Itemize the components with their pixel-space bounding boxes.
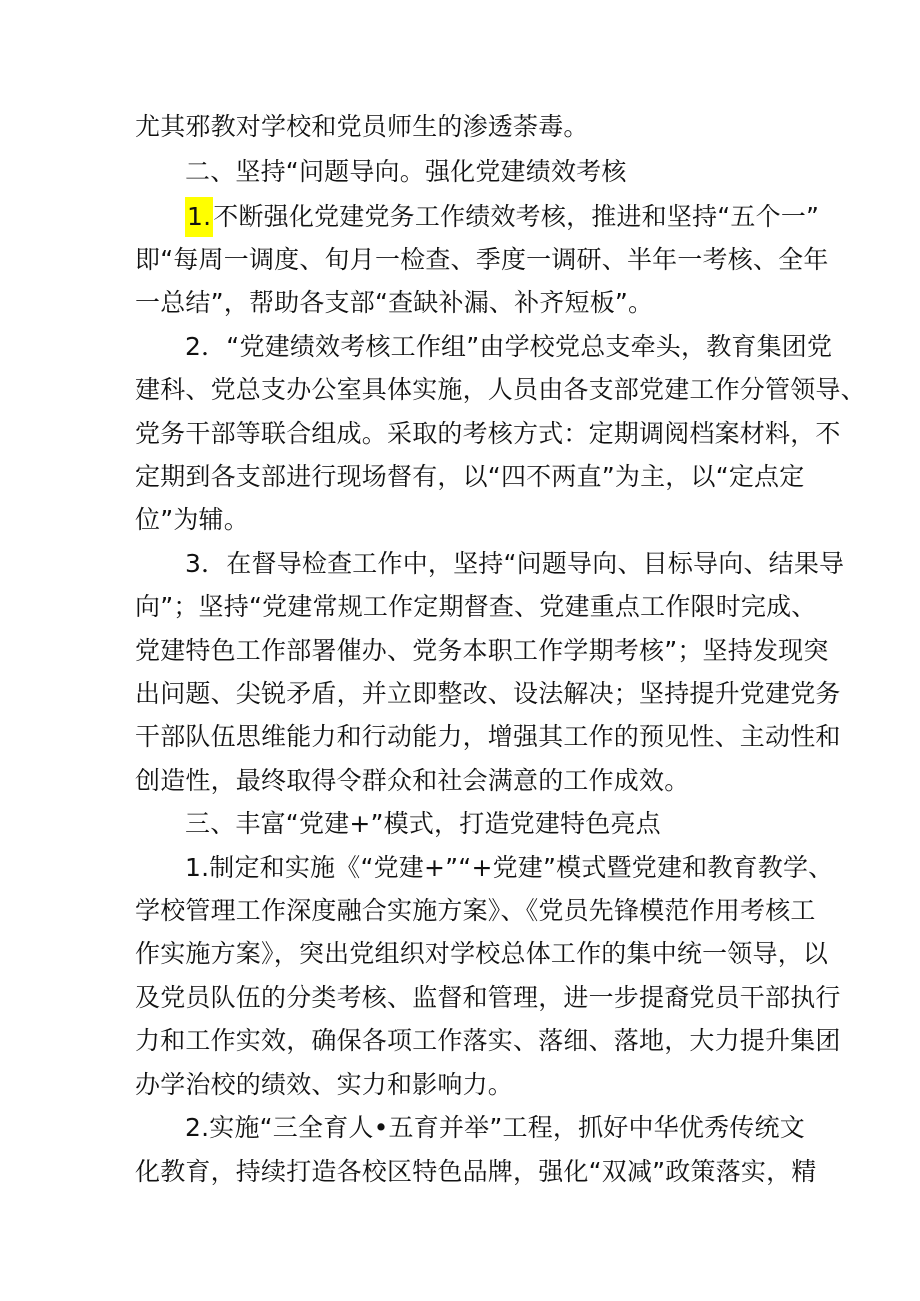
paragraph-line: 党务干部等联合组成。采取的考核方式：定期调阅档案材料，不 — [135, 419, 841, 448]
paragraph-line: 作实施方案》，突出党组织对学校总体工作的集中统一领导，以 — [135, 939, 829, 968]
paragraph-text: 不断强化党建党务工作绩效考核，推进和坚持“五个一” — [213, 202, 820, 231]
paragraph-line: 力和工作实效，确保各项工作落实、落细、落地，大力提升集团 — [135, 1026, 841, 1055]
paragraph-line: 化教育，持续打造各校区特色品牌，强化“双减”政策落实，精 — [135, 1157, 817, 1186]
paragraph-line: 一总结”，帮助各支部“查缺补漏、补齐短板”。 — [135, 288, 654, 317]
paragraph-line — [185, 197, 819, 237]
paragraph-line: 出问题、尖锐矛盾，并立即整改、设法解决；坚持提升党建党务 — [135, 679, 841, 708]
paragraph-line: 建科、党总支办公室具体实施，人员由各支部党建工作分管领导、 — [135, 375, 866, 404]
paragraph-line: 干部队伍思维能力和行动能力，增强其工作的预见性、主动性和 — [135, 722, 841, 751]
paragraph-line: 及党员队伍的分类考核、监督和管理，进一步提裔党员干部执行 — [135, 983, 841, 1012]
paragraph-line: 2．“党建绩效考核工作组”由学校党总支牵头，教育集团党 — [185, 332, 833, 361]
paragraph-line: 定期到各支部进行现场督有，以“四不两直”为主，以“定点定 — [135, 462, 805, 491]
paragraph-line: 创造性，最终取得令群众和社会满意的工作成效。 — [135, 766, 690, 795]
paragraph-line: 学校管理工作深度融合实施方案》、《党员先锋模范作用考核工 — [135, 896, 816, 925]
paragraph-line: 即“每周一调度、旬月一检查、季度一调研、半年一考核、全年 — [135, 245, 829, 274]
paragraph-line: 位”为辅。 — [135, 505, 249, 534]
highlighted-number: 1. — [185, 197, 213, 237]
paragraph-line: 向”；坚持“党建常规工作定期督查、党建重点工作限时完成、 — [135, 592, 817, 621]
paragraph-line: 尤其邪教对学校和党员师生的渗透荼毒。 — [135, 112, 589, 141]
paragraph-line: 办学治校的绩效、实力和影响力。 — [135, 1070, 514, 1099]
section-heading: 三、丰富“党建+”模式，打造党建特色亮点 — [185, 809, 661, 838]
paragraph-line: 党建特色工作部署催办、党务本职工作学期考核”；坚持发现突 — [135, 636, 829, 665]
paragraph-line: 3．在督导检查工作中，坚持“问题导向、目标导向、结果导 — [185, 549, 845, 578]
paragraph-line: 2.实施“三全育人•五育并举”工程，抓好中华优秀传统文 — [185, 1113, 805, 1142]
paragraph-line: 1.制定和实施《“党建+”“+党建”模式暨党建和教育教学、 — [185, 853, 834, 882]
section-heading: 二、坚持“问题导向。强化党建绩效考核 — [185, 157, 627, 186]
